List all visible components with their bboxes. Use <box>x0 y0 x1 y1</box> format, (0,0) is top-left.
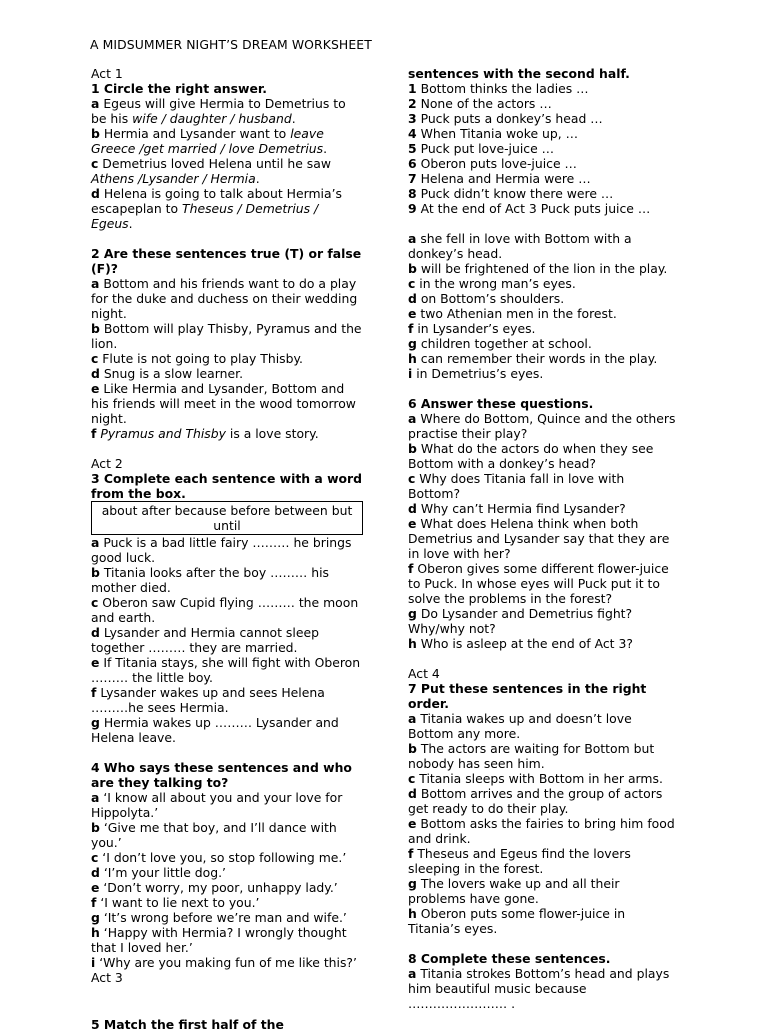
q5-second-b: b will be frightened of the lion in the play. <box>408 261 668 276</box>
q5-heading-cont: sentences with the second half. <box>408 66 630 81</box>
act-3-label: Act 3 <box>91 970 123 985</box>
q4-item-c: c ‘I don’t love you, so stop following me.’ <box>91 850 347 865</box>
q6-item-b: b What do the actors do when they see Bottom with a donkey’s head? <box>408 441 654 471</box>
q5-second-f: f in Lysander’s eyes. <box>408 321 536 336</box>
q4-item-f: f ‘I want to lie next to you.’ <box>91 895 260 910</box>
q8-blank: …………………… . <box>408 996 516 1011</box>
q7-heading: 7 Put these sentences in the right order. <box>408 681 647 711</box>
q2-heading: 2 Are these sentences true (T) or false (F)? <box>91 246 362 276</box>
q4-item-g: g ‘It’s wrong before we’re man and wife.’ <box>91 910 347 925</box>
q2-item-a-cont: night. <box>91 306 127 321</box>
q7-item-a: a Titania wakes up and doesn’t love Bottom any more. <box>408 711 632 741</box>
q2-item-a: a Bottom and his friends want to do a play for the duke and duchess on their wedding <box>91 276 358 306</box>
q2-item-b: b Bottom will play Thisby, Pyramus and the lion. <box>91 321 362 351</box>
q2-item-d: d Snug is a slow learner. <box>91 366 244 381</box>
q5-first-1: 1 Bottom thinks the ladies … <box>408 81 589 96</box>
q3-item-e: e If Titania stays, she will fight with Oberon ……… the little boy. <box>91 655 361 685</box>
q2-item-c: c Flute is not going to play Thisby. <box>91 351 303 366</box>
q4-item-a: a ‘I know all about you and your love for Hippolyta.’ <box>91 790 343 820</box>
q7-item-b: b The actors are waiting for Bottom but nobody has seen him. <box>408 741 655 771</box>
q7-item-d: d Bottom arrives and the group of actors get ready to do their play. <box>408 786 663 816</box>
q5-first-4: 4 When Titania woke up, … <box>408 126 578 141</box>
q6-heading: 6 Answer these questions. <box>408 396 594 411</box>
q1-item-c: c Demetrius loved Helena until he saw Athens /Lysander / Hermia. <box>91 156 331 186</box>
q7-item-c: c Titania sleeps with Bottom in her arms. <box>408 771 663 786</box>
q3-item-c: c Oberon saw Cupid flying ……… the moon and earth. <box>91 595 359 625</box>
q8-item-a: a Titania strokes Bottom’s head and plays him beautiful music because <box>408 966 670 996</box>
q5-second-c: c in the wrong man’s eyes. <box>408 276 576 291</box>
q7-item-g: g The lovers wake up and all their problems have gone. <box>408 876 620 906</box>
right-column <box>408 66 680 1011</box>
q4-item-d: d ‘I’m your little dog.’ <box>91 865 226 880</box>
q1-heading: 1 Circle the right answer. <box>91 81 267 96</box>
q5-heading-cut: 5 Match the first half of the <box>91 1017 284 1032</box>
q6-item-c: c Why does Titania fall in love with Bottom? <box>408 471 625 501</box>
q3-item-b: b Titania looks after the boy ……… his mother died. <box>91 565 329 595</box>
q3-heading: 3 Complete each sentence with a word from the box. <box>91 471 363 501</box>
q1-item-d: d Helena is going to talk about Hermia’s escapeplan to Theseus / Demetrius / Egeus. <box>91 186 342 231</box>
act-4-label: Act 4 <box>408 666 440 681</box>
q1-item-a: a Egeus will give Hermia to Demetrius to be his wife / daughter / husband. <box>91 96 346 126</box>
q4-heading: 4 Who says these sentences and who are they talking to? <box>91 760 352 790</box>
q4-item-i: i ‘Why are you making fun of me like this?’ <box>91 955 357 970</box>
q4-item-h: h ‘Happy with Hermia? I wrongly thought that I loved her.’ <box>91 925 347 955</box>
q5-second-i: i in Demetrius’s eyes. <box>408 366 544 381</box>
q3-item-g: g Hermia wakes up ……… Lysander and Helena leave. <box>91 715 339 745</box>
left-column <box>91 66 363 985</box>
q3-item-a: a Puck is a bad little fairy ……… he brings good luck. <box>91 535 352 565</box>
q6-item-e: e What does Helena think when both Demetrius and Lysander say that they are in love with her? <box>408 516 670 561</box>
q3-item-d: d Lysander and Hermia cannot sleep together ……… they are married. <box>91 625 319 655</box>
q5-second-d: d on Bottom’s shoulders. <box>408 291 565 306</box>
q5-second-g: g children together at school. <box>408 336 592 351</box>
act-2-label: Act 2 <box>91 456 123 471</box>
act-1-label: Act 1 <box>91 66 123 81</box>
q5-second-e: e two Athenian men in the forest. <box>408 306 617 321</box>
q6-item-d: d Why can’t Hermia find Lysander? <box>408 501 626 516</box>
q5-second-h: h can remember their words in the play. <box>408 351 658 366</box>
q7-item-e: e Bottom asks the fairies to bring him food and drink. <box>408 816 675 846</box>
q7-item-f: f Theseus and Egeus find the lovers sleeping in the forest. <box>408 846 631 876</box>
q2-item-f: f Pyramus and Thisby is a love story. <box>91 426 319 441</box>
q5-first-3: 3 Puck puts a donkey’s head … <box>408 111 603 126</box>
q5-first-6: 6 Oberon puts love-juice … <box>408 156 577 171</box>
q6-item-g: g Do Lysander and Demetrius fight? Why/why not? <box>408 606 633 636</box>
word-box: about after because before between but until <box>91 501 363 535</box>
q4-item-b: b ‘Give me that boy, and I’ll dance with you.’ <box>91 820 337 850</box>
worksheet-title: A MIDSUMMER NIGHT’S DREAM WORKSHEET <box>90 37 372 52</box>
q5-first-2: 2 None of the actors … <box>408 96 552 111</box>
q6-item-a: a Where do Bottom, Quince and the others practise their play? <box>408 411 676 441</box>
q2-item-e: e Like Hermia and Lysander, Bottom and his friends will meet in the wood tomorrow night. <box>91 381 356 426</box>
q5-first-8: 8 Puck didn’t know there were … <box>408 186 614 201</box>
q6-item-f: f Oberon gives some different flower-juice to Puck. In whose eyes will Puck put it to solve the problems in the forest? <box>408 561 669 606</box>
q5-first-5: 5 Puck put love-juice … <box>408 141 555 156</box>
q6-item-h: h Who is asleep at the end of Act 3? <box>408 636 633 651</box>
q5-first-9: 9 At the end of Act 3 Puck puts juice … <box>408 201 651 216</box>
q4-item-e: e ‘Don’t worry, my poor, unhappy lady.’ <box>91 880 338 895</box>
q7-item-h: h Oberon puts some flower-juice in Titania’s eyes. <box>408 906 626 936</box>
q8-heading: 8 Complete these sentences. <box>408 951 611 966</box>
q3-item-f: f Lysander wakes up and sees Helena ………he sees Hermia. <box>91 685 325 715</box>
q5-second-a: a she fell in love with Bottom with a donkey’s head. <box>408 231 632 261</box>
q5-first-7: 7 Helena and Hermia were … <box>408 171 591 186</box>
q1-item-b: b Hermia and Lysander want to leave Greece /get married / love Demetrius. <box>91 126 328 156</box>
